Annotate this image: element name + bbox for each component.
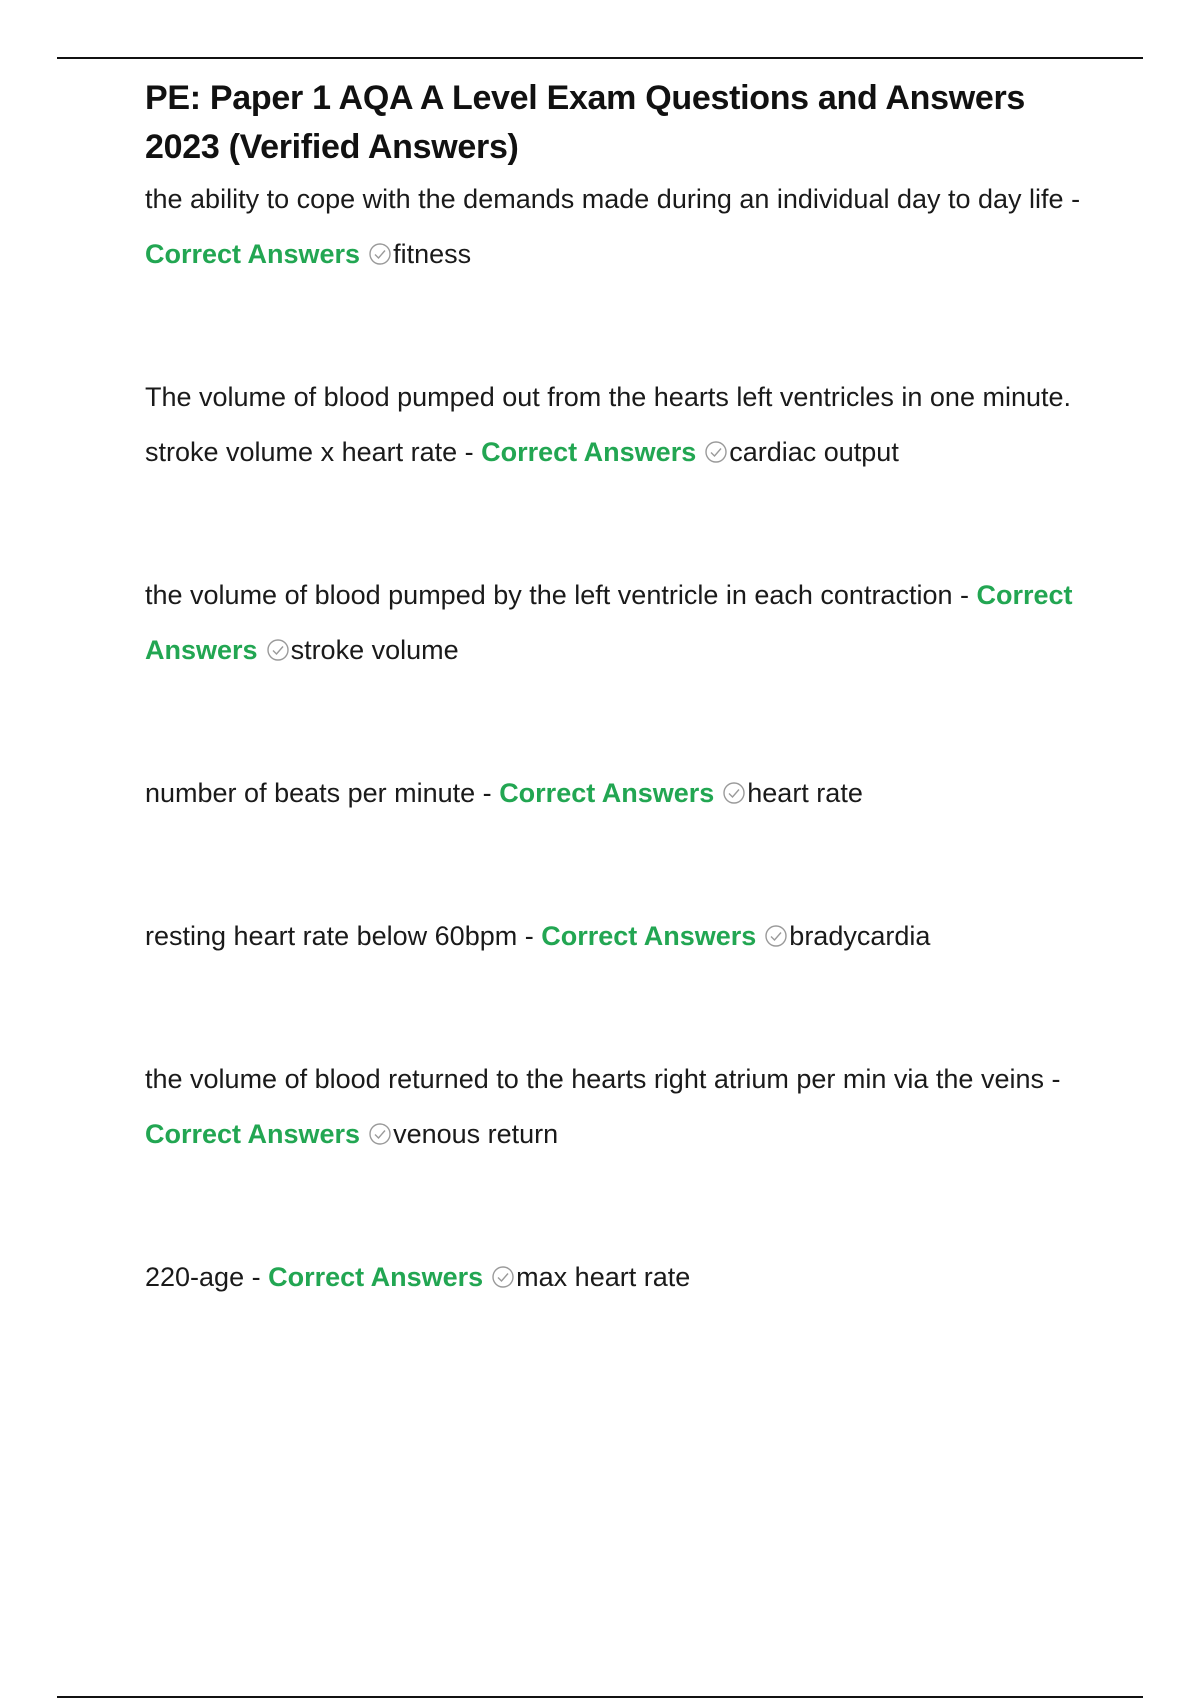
correct-answers-label: Correct Answers <box>145 580 1073 665</box>
answer-text: cardiac output <box>729 437 899 467</box>
answer-text: heart rate <box>747 778 863 808</box>
correct-answers-label: Correct Answers <box>145 1119 361 1149</box>
correct-answers-label: Correct Answers <box>541 921 757 951</box>
question-text: resting heart rate below 60bpm - <box>145 921 542 951</box>
qa-item <box>145 1052 1085 1162</box>
answer-text: bradycardia <box>789 921 931 951</box>
bottom-rule <box>57 1696 1143 1698</box>
question-text: the volume of blood pumped by the left ventricle in each contraction - <box>145 580 977 610</box>
check-circle-icon <box>764 924 788 948</box>
question-text: the volume of blood returned to the hearts right atrium per min via the veins - <box>145 1064 1061 1094</box>
question-text: number of beats per minute - <box>145 778 500 808</box>
question-text: the ability to cope with the demands made during an individual day to day life - <box>145 184 1081 214</box>
correct-answers-label: Correct Answers <box>481 437 697 467</box>
top-rule <box>57 57 1143 59</box>
qa-item <box>145 568 1085 678</box>
correct-answers-label: Correct Answers <box>268 1262 484 1292</box>
check-circle-icon <box>722 781 746 805</box>
check-circle-icon <box>491 1265 515 1289</box>
qa-item <box>145 1250 1085 1305</box>
qa-item <box>145 766 1085 821</box>
check-circle-icon <box>368 242 392 266</box>
document-body <box>145 74 1085 1305</box>
qa-item <box>145 909 1085 964</box>
check-circle-icon <box>368 1122 392 1146</box>
check-circle-icon <box>704 440 728 464</box>
check-circle-icon <box>266 638 290 662</box>
answer-text: fitness <box>393 239 472 269</box>
question-text: The volume of blood pumped out from the hearts left ventricles in one minute. stroke volume x heart rate - <box>145 382 1072 467</box>
answer-text: max heart rate <box>516 1262 691 1292</box>
qa-item <box>145 370 1085 480</box>
question-text: 220-age - <box>145 1262 269 1292</box>
answer-text: venous return <box>393 1119 559 1149</box>
correct-answers-label: Correct Answers <box>145 239 361 269</box>
correct-answers-label: Correct Answers <box>499 778 715 808</box>
document-title: PE: Paper 1 AQA A Level Exam Questions and Answers 2023 (Verified Answers) <box>145 79 1025 166</box>
answer-text: stroke volume <box>290 635 459 665</box>
qa-item <box>145 172 1085 282</box>
